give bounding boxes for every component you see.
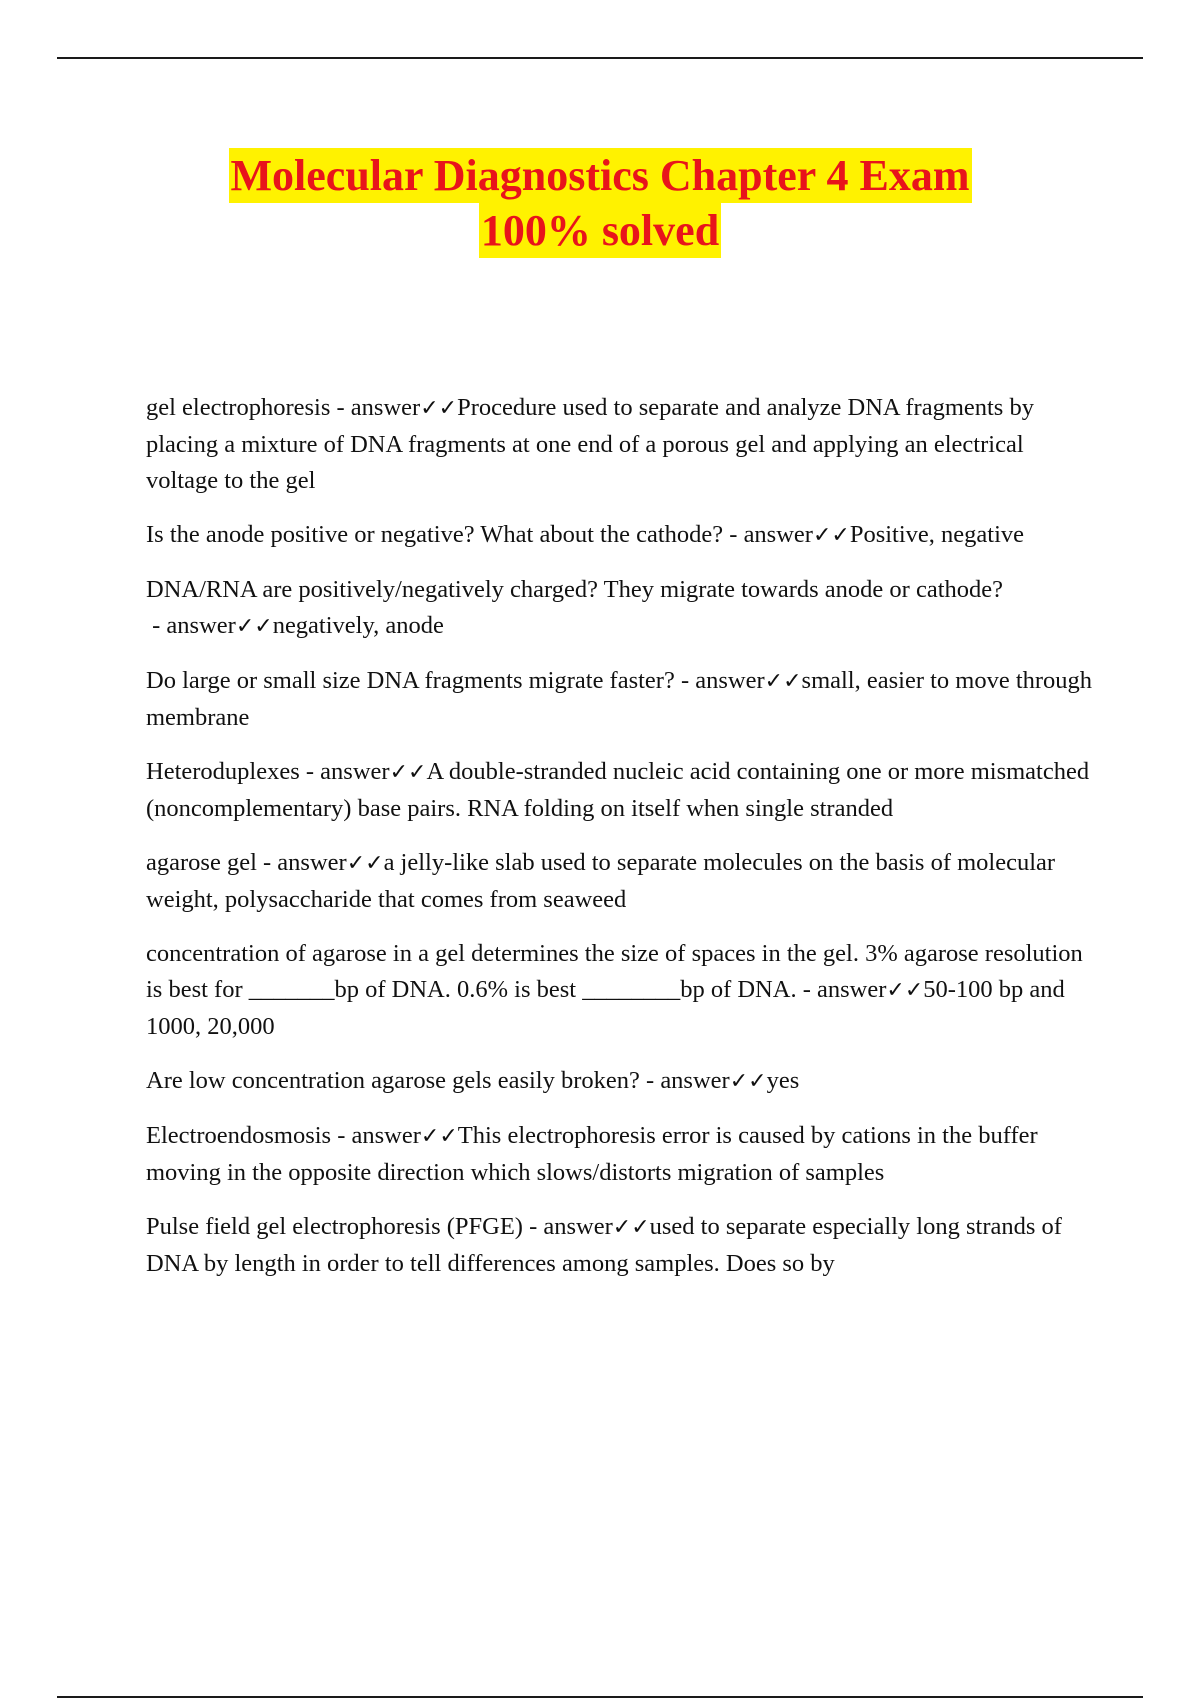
answer-text: a jelly-like slab used to separate molecules on the basis of molecular weight, polysaccharide that comes from seaweed <box>146 849 1056 913</box>
answer-text: This electrophoresis error is caused by cations in the buffer moving in the opposite direction which slows/distorts migration of samples <box>146 1122 1038 1186</box>
check-mark-icon: ✓✓ <box>420 1124 458 1149</box>
qa-list <box>146 390 1096 1300</box>
separator: - <box>299 758 321 785</box>
answer-text: small, easier to move through membrane <box>146 667 1093 731</box>
top-divider <box>57 57 1143 59</box>
separator: - <box>796 976 817 1003</box>
question-text: gel electrophoresis <box>146 394 331 421</box>
answer-label: answer <box>166 612 236 639</box>
answer-text: Positive, negative <box>849 521 1025 548</box>
check-mark-icon: ✓✓ <box>812 523 850 548</box>
question-text: Are low concentration agarose gels easily broken? <box>146 1067 640 1094</box>
answer-text: Procedure used to separate and analyze DNA fragments by placing a mixture of DNA fragments at one end of a porous gel and applying an electrical voltage to the gel <box>146 394 1034 494</box>
separator: - <box>146 612 167 639</box>
question-text: DNA/RNA are positively/negatively charged? They migrate towards anode or cathode? <box>146 576 1003 603</box>
answer-label: answer <box>277 849 347 876</box>
check-mark-icon: ✓✓ <box>420 396 458 421</box>
answer-label: answer <box>660 1067 730 1094</box>
check-mark-icon: ✓✓ <box>612 1215 650 1240</box>
check-mark-icon: ✓✓ <box>346 851 384 876</box>
question-text: agarose gel <box>146 849 257 876</box>
qa-item <box>146 1209 1096 1282</box>
qa-item <box>146 754 1096 827</box>
question-text: Do large or small size DNA fragments migrate faster? <box>146 667 675 694</box>
answer-label: answer <box>695 667 765 694</box>
separator: - <box>674 667 696 694</box>
answer-label: answer <box>350 394 421 421</box>
answer-text: used to separate especially long strands of DNA by length in order to tell differences among samples. Does so by <box>146 1213 1062 1277</box>
separator: - <box>331 1122 352 1149</box>
qa-item <box>146 663 1096 736</box>
answer-text: negatively, anode <box>272 612 444 639</box>
check-mark-icon: ✓✓ <box>389 760 427 785</box>
answer-text: yes <box>766 1067 800 1094</box>
separator: - <box>330 394 351 421</box>
question-text: Is the anode positive or negative? What about the cathode? <box>146 521 724 548</box>
answer-text: 50-100 bp and 1000, 20,000 <box>146 976 1065 1040</box>
check-mark-icon: ✓✓ <box>235 614 273 639</box>
bottom-divider <box>57 1696 1143 1698</box>
qa-item <box>146 845 1096 918</box>
question-text: Electroendosmosis <box>146 1122 332 1149</box>
answer-label: answer <box>817 976 887 1003</box>
question-text: concentration of agarose in a gel determines the size of spaces in the gel. 3% agarose resolution is best for _______bp of DNA. 0.6% is best ________bp of DNA. <box>146 940 1083 1003</box>
separator: - <box>256 849 278 876</box>
question-text: Pulse field gel electrophoresis (PFGE) <box>146 1213 523 1240</box>
answer-label: answer <box>320 758 390 785</box>
qa-item <box>146 572 1096 645</box>
qa-item <box>146 390 1096 499</box>
qa-item <box>146 936 1096 1045</box>
answer-label: answer <box>743 521 813 548</box>
qa-item <box>146 1118 1096 1191</box>
title-line-1: Molecular Diagnostics Chapter 4 Exam <box>229 148 972 203</box>
answer-label: answer <box>543 1213 613 1240</box>
title-line-2: 100% solved <box>479 203 721 258</box>
qa-item <box>146 1063 1096 1100</box>
document-title <box>0 148 1200 258</box>
answer-label: answer <box>351 1122 421 1149</box>
check-mark-icon: ✓✓ <box>729 1069 767 1094</box>
question-text: Heteroduplexes <box>146 758 300 785</box>
qa-item <box>146 517 1096 554</box>
separator: - <box>639 1067 661 1094</box>
answer-text: A double-stranded nucleic acid containing one or more mismatched (noncomplementary) base pairs. RNA folding on itself when single stranded <box>146 758 1090 822</box>
separator: - <box>723 521 744 548</box>
separator: - <box>522 1213 544 1240</box>
check-mark-icon: ✓✓ <box>764 669 802 694</box>
check-mark-icon: ✓✓ <box>886 978 924 1003</box>
